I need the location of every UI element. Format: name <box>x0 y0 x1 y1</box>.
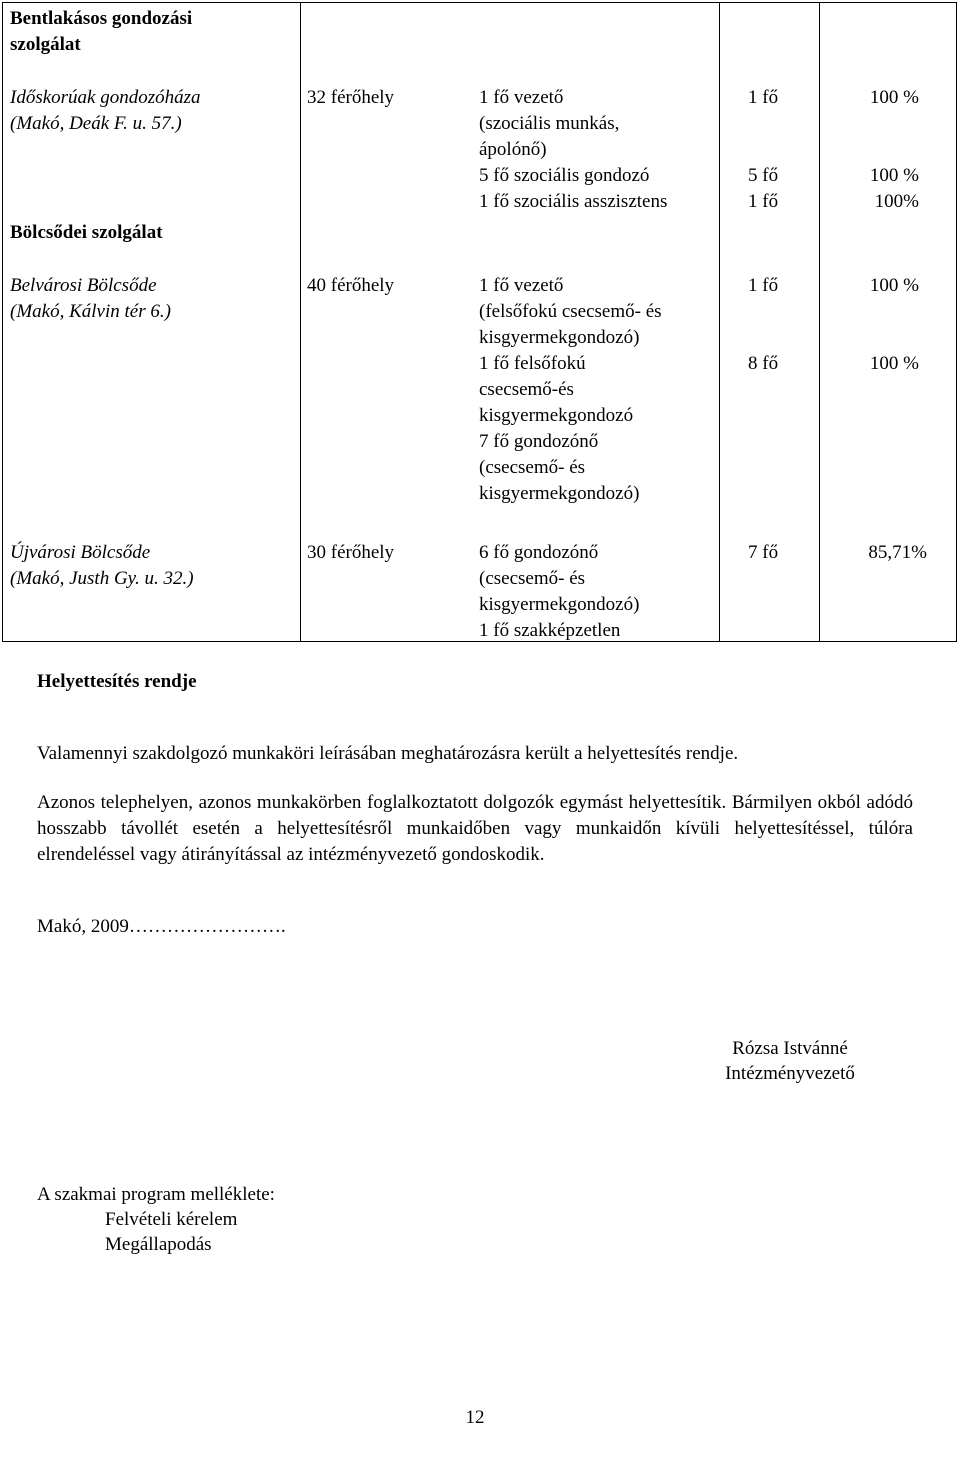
table-divider <box>819 3 820 641</box>
signature-title: Intézményvezető <box>725 1063 855 1084</box>
staff-table <box>2 2 957 642</box>
row-capacity: 30 férőhely <box>307 542 395 563</box>
section-heading-bentlakasos: Bentlakásos gondozási szolgálat <box>10 8 193 55</box>
row-name: Újvárosi Bölcsőde (Makó, Justh Gy. u. 32.) <box>10 542 194 589</box>
appendix-heading: A szakmai program melléklete: <box>37 1184 275 1205</box>
table-divider <box>300 3 301 641</box>
row-count: 1 fő 8 fő <box>748 275 779 374</box>
row-percent: 85,71% <box>868 542 927 563</box>
section-heading-helyettesites: Helyettesítés rendje <box>37 671 197 692</box>
signature-name: Rózsa Istvánné <box>732 1038 848 1059</box>
table-divider <box>719 3 720 641</box>
appendix-item: Felvételi kérelem <box>105 1209 238 1230</box>
date-line: Makó, 2009……………………. <box>37 916 286 937</box>
page-number: 12 <box>465 1407 485 1428</box>
section-heading-bolcsodei: Bölcsődei szolgálat <box>10 222 163 243</box>
row-percent: 100 % 100 % 100% <box>869 87 919 212</box>
appendix-item: Megállapodás <box>105 1234 212 1255</box>
row-capacity: 32 férőhely <box>307 87 395 108</box>
row-name: Belvárosi Bölcsőde (Makó, Kálvin tér 6.) <box>10 275 171 322</box>
row-count: 7 fő <box>748 542 779 563</box>
paragraph: Azonos telephelyen, azonos munkakörben foglalkoztatott dolgozók egymást helyettesítik. Bármilyen okból adódó hosszabb távollét esetén a helyettesítésről munkaidőben vagy munkaidőn kívüli helyettesítéssel, túlóra elrendeléssel vagy átirányítással az intézményvezető gondoskodik. <box>37 792 913 865</box>
row-name: Időskorúak gondozóháza (Makó, Deák F. u. 57.) <box>10 87 201 134</box>
row-percent: 100 % 100 % <box>869 275 919 374</box>
row-staff: 6 fő gondozónő (csecsemő- és kisgyermekgondozó) 1 fő szakképzetlen <box>479 542 640 641</box>
paragraph: Valamennyi szakdolgozó munkaköri leírásában meghatározásra került a helyettesítés rendje. <box>37 743 739 764</box>
row-staff: 1 fő vezető (felsőfokú csecsemő- és kisgyermekgondozó) 1 fő felsőfokú csecsemő-és kisgyermekgondozó 7 fő gondozónő (csecsemő- és kisgyermekgondozó) <box>479 275 662 504</box>
row-staff: 1 fő vezető (szociális munkás, ápolónő) 5 fő szociális gondozó 1 fő szociális asszisztens <box>479 87 668 212</box>
row-count: 1 fő 5 fő 1 fő <box>748 87 779 212</box>
row-capacity: 40 férőhely <box>307 275 395 296</box>
